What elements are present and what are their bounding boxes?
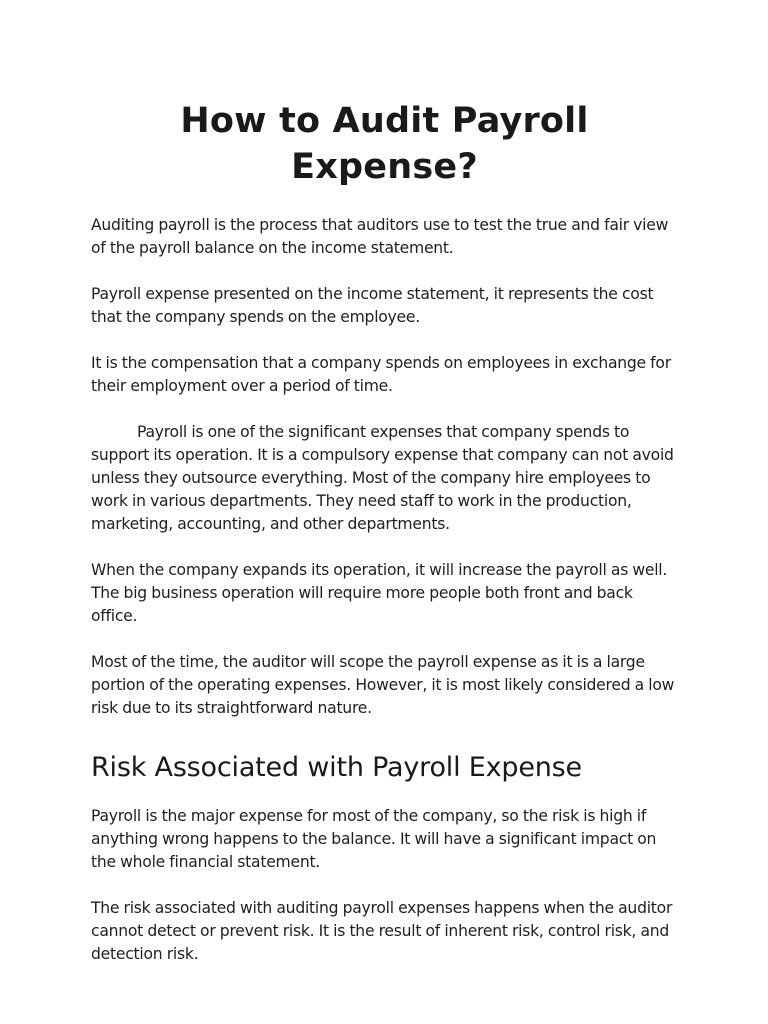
section-heading-risk: Risk Associated with Payroll Expense: [91, 752, 582, 783]
paragraph-risk-associated: The risk associated with auditing payroll expenses happens when the auditor cannot detect or prevent risk. It is the result of inherent risk, control risk, and detection risk.: [91, 899, 673, 963]
paragraph-expansion: When the company expands its operation, it will increase the payroll as well. The big business operation will require more people both front and back office.: [91, 561, 668, 625]
paragraph-scope: Most of the time, the auditor will scope the payroll expense as it is a large portion of the operating expenses. However, it is most likely considered a low risk due to its straightforward nature.: [91, 653, 675, 717]
paragraph-compensation: It is the compensation that a company spends on employees in exchange for their employment over a period of time.: [91, 354, 671, 395]
paragraph-major-expense: Payroll is the major expense for most of the company, so the risk is high if anything wrong happens to the balance. It will have a significant impact on the whole financial statement.: [91, 807, 657, 871]
page-title: How to Audit Payroll Expense?: [180, 101, 589, 187]
paragraph-payroll-expense: Payroll expense presented on the income statement, it represents the cost that the company spends on the employee.: [91, 285, 654, 326]
paragraph-auditing-definition: Auditing payroll is the process that auditors use to test the true and fair view of the payroll balance on the income statement.: [91, 216, 669, 257]
paragraph-significant-expense: Payroll is one of the significant expenses that company spends to support its operation. It is a compulsory expense that company can not avoid unless they outsource everything. Most of the company hire employees to work in various departments. They need staff to work in the production, marketing, accounting, and other departments.: [91, 423, 674, 533]
